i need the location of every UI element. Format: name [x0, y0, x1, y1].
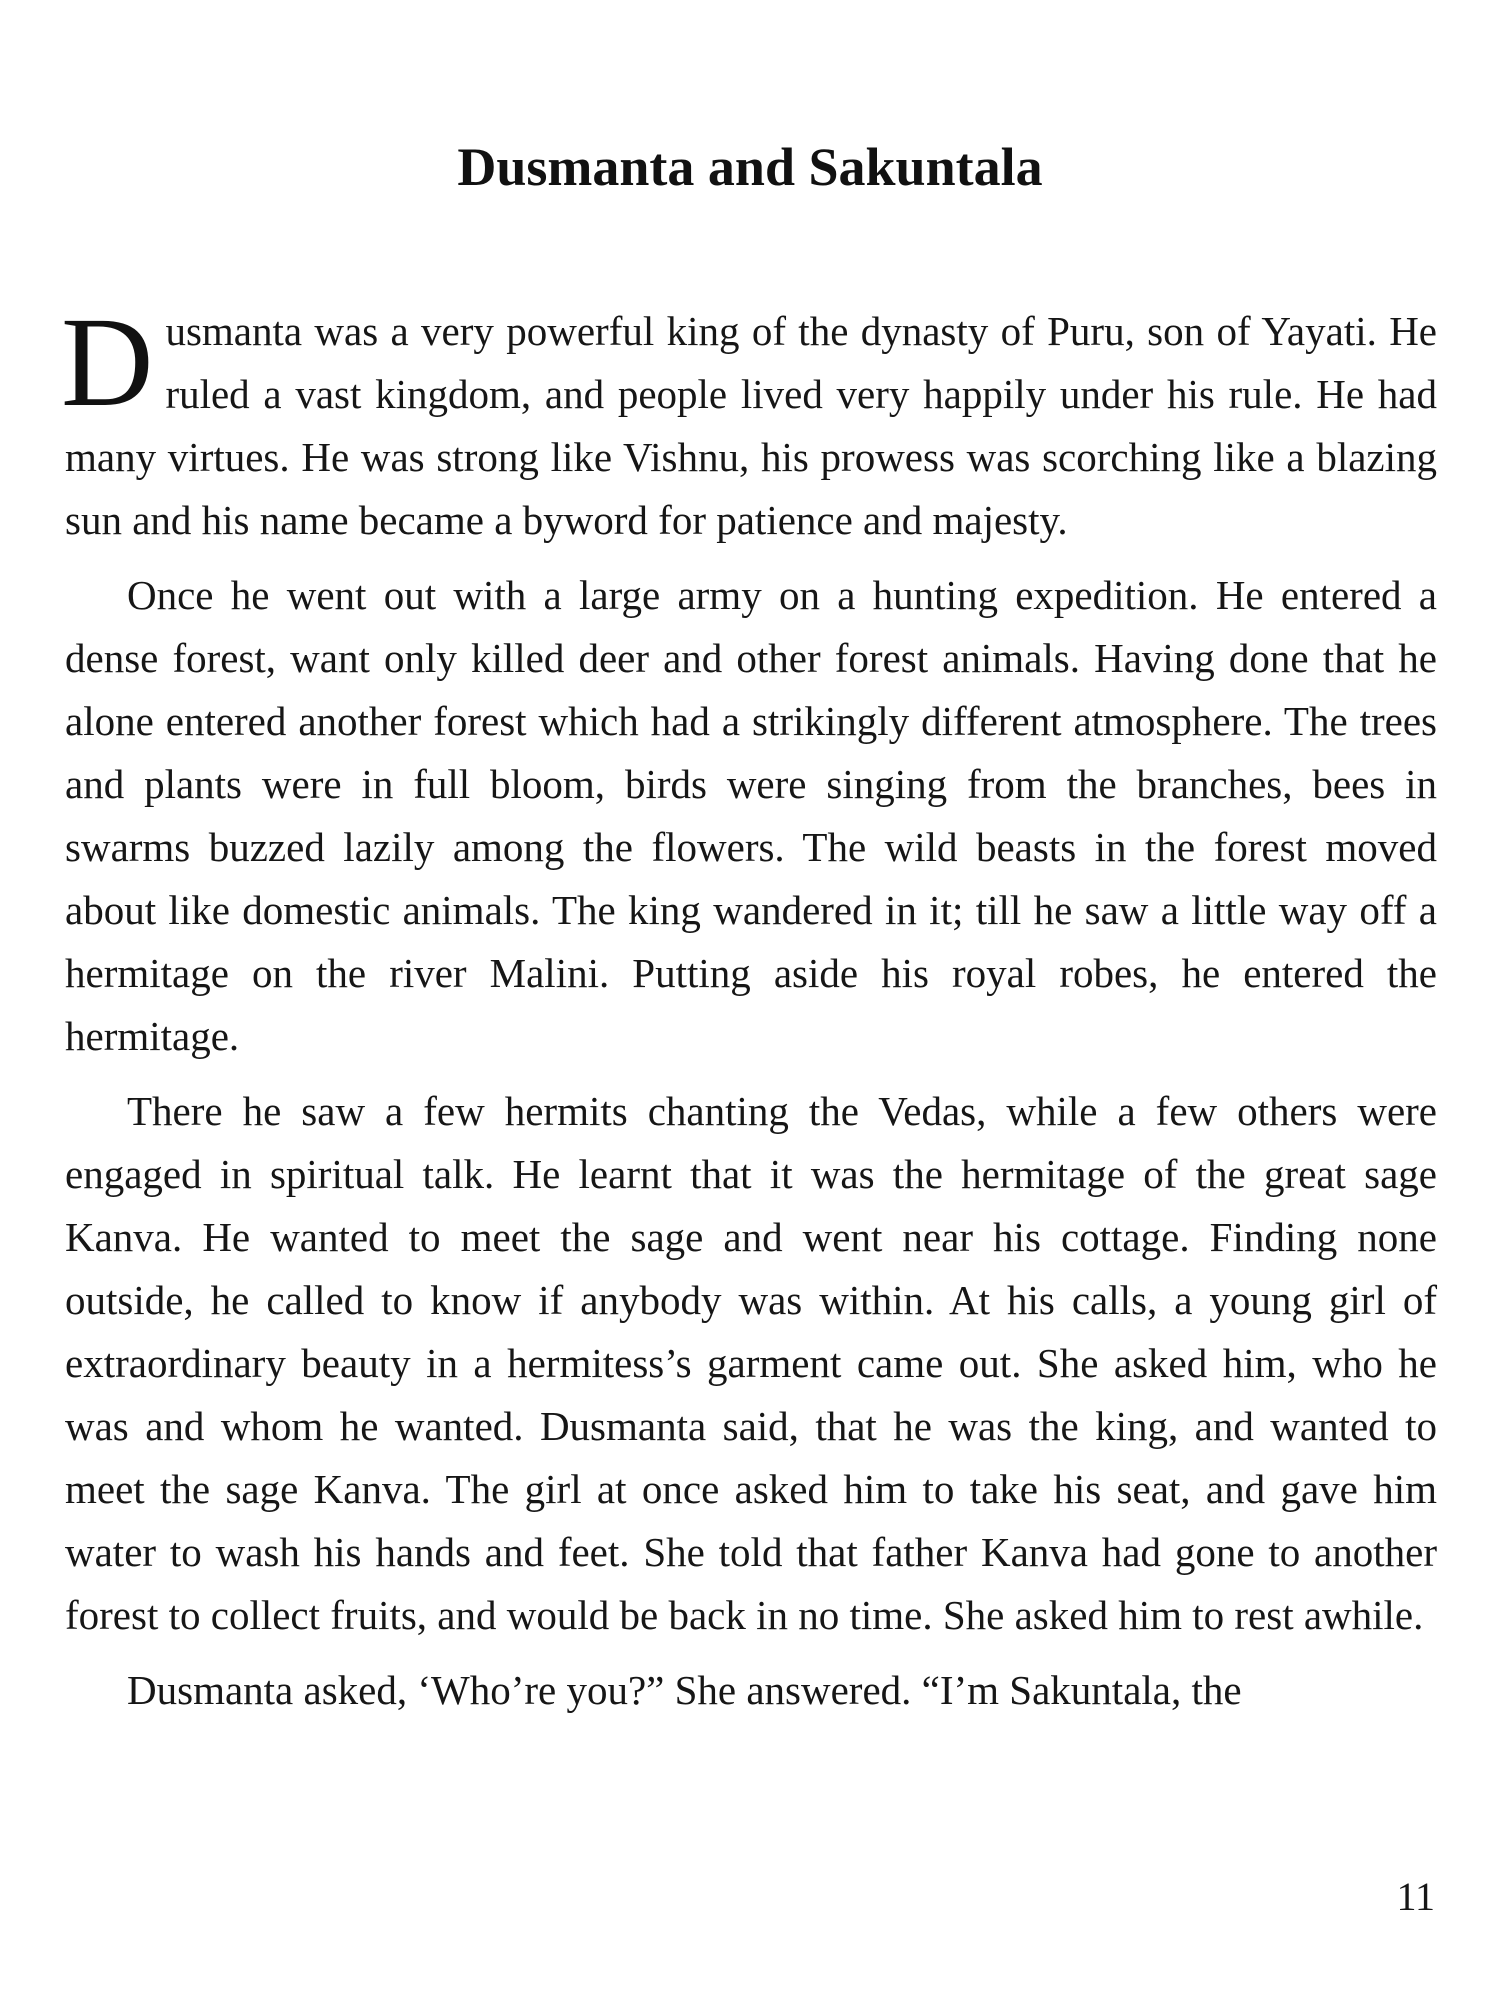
paragraph-4: Dusmanta asked, ‘Who’re you?” She answered. “I’m Sakuntala, the: [127, 1667, 1242, 1713]
page-number: 11: [1396, 1874, 1435, 1919]
paragraph-3: There he saw a few hermits chanting the Vedas, while a few others were engaged in spiritual talk. He learnt that it was the hermitage of the great sage Kanva. He wanted to meet the sage and went near his cottage. Finding none outside, he called to know if anybody was within. At his calls, a young girl of extraordinary beauty in a hermitess’s garment came out. She asked him, who he was and whom he wanted. Dusmanta said, that he was the king, and wanted to meet the sage Kanva. The girl at once asked him to take his seat, and gave him water to wash his hands and feet. She told that father Kanva had gone to another forest to collect fruits, and would be back in no time. She asked him to rest awhile.: [65, 1088, 1437, 1638]
chapter-title: Dusmanta and Sakuntala: [457, 137, 1043, 197]
drop-cap: D: [61, 291, 154, 433]
paragraph-1: [61, 291, 1437, 552]
paragraph-1-text: usmanta was a very powerful king of the dynasty of Puru, son of Yayati. He ruled a vast kingdom, and people lived very happily under his rule. He had many virtues. He was strong like Vishnu, his prowess was scorching like a blazing sun and his name became a byword for patience and majesty.: [65, 308, 1437, 543]
paragraph-2: Once he went out with a large army on a hunting expedition. He entered a dense forest, want only killed deer and other forest animals. Having done that he alone entered another forest which had a strikingly different atmosphere. The trees and plants were in full bloom, birds were singing from the branches, bees in swarms buzzed lazily among the flowers. The wild beasts in the forest moved about like domestic animals. The king wandered in it; till he saw a little way off a hermitage on the river Malini. Putting aside his royal robes, he entered the hermitage.: [65, 572, 1437, 1059]
chapter-body: [61, 291, 1437, 1734]
